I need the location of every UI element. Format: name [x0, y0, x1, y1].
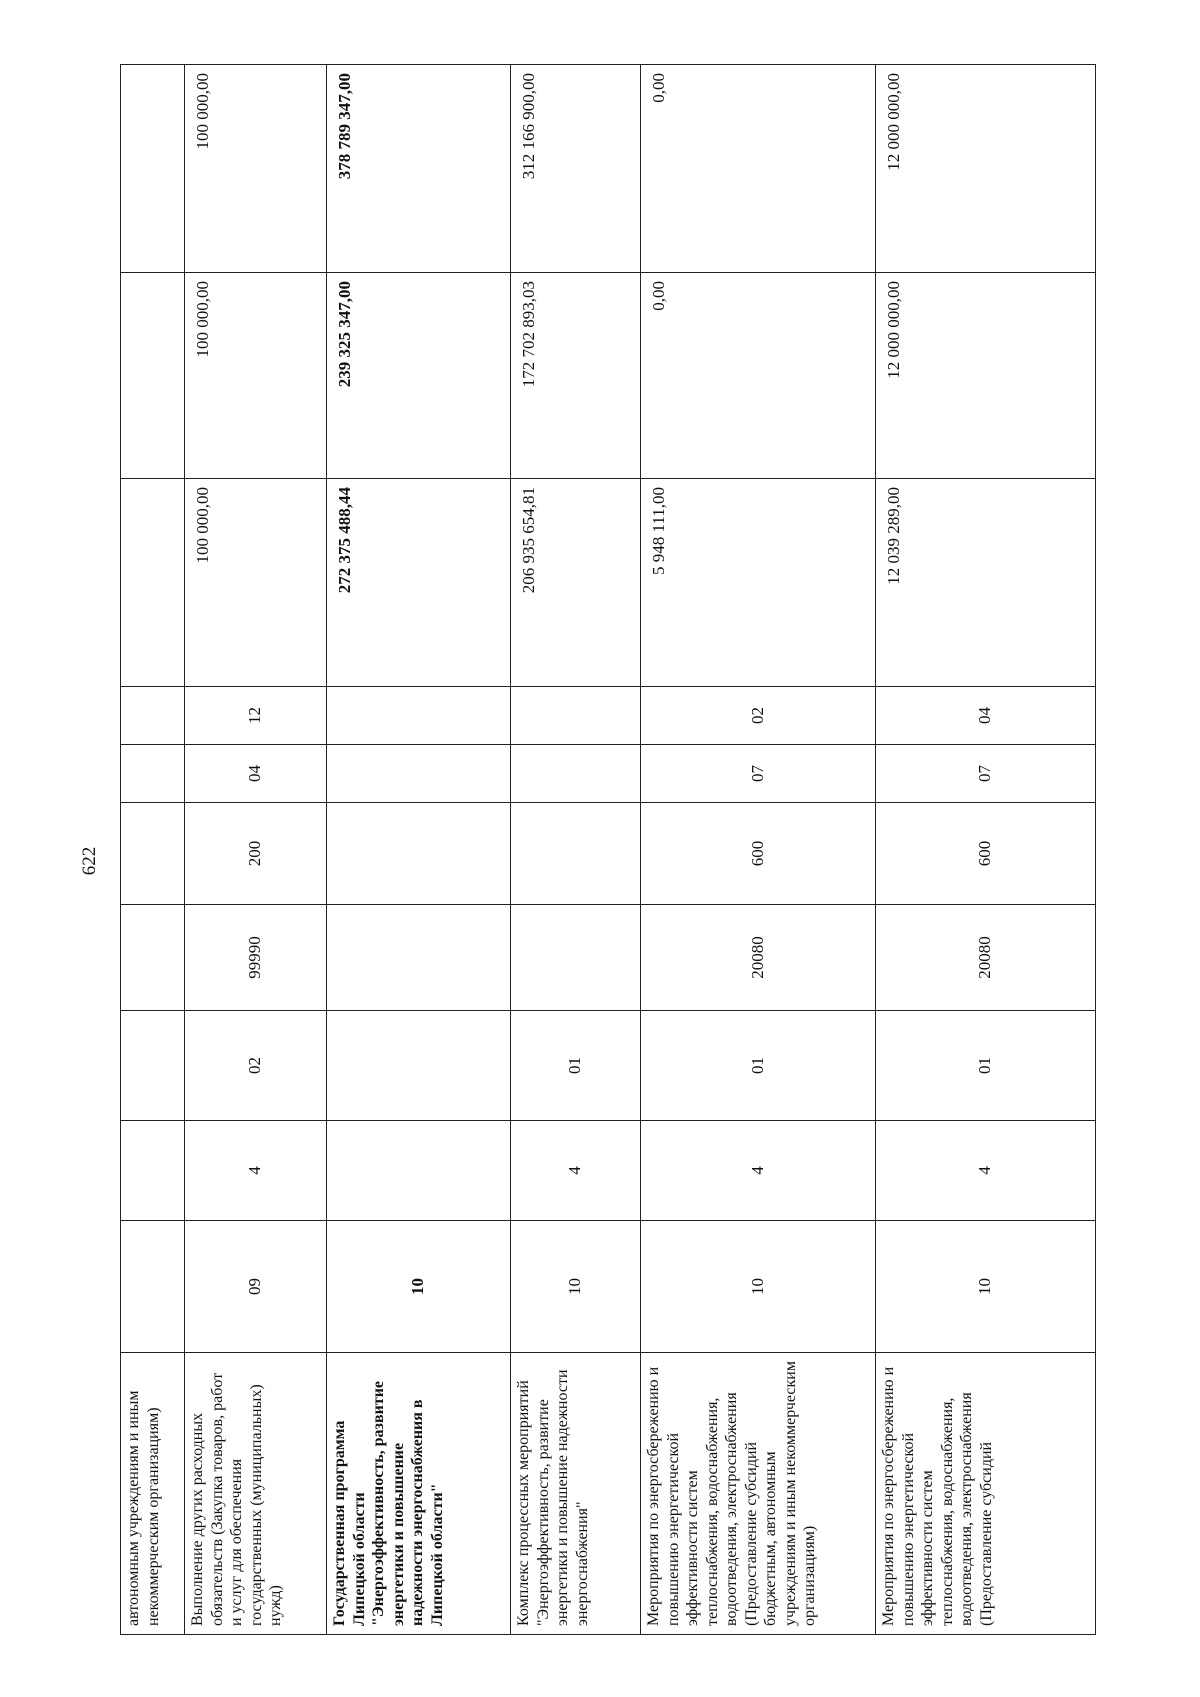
cell-amount-1: 5 948 111,00 [641, 479, 876, 687]
cell-om: 01 [876, 1011, 1096, 1121]
page-number: 622 [79, 846, 100, 876]
cell-pp: 4 [185, 1121, 327, 1221]
cell-om: 02 [185, 1011, 327, 1121]
row-name: автономным учреждениям и иным некоммерческим организациям) [121, 1353, 185, 1635]
cell-rz: 04 [185, 745, 327, 803]
table-row [185, 65, 327, 1635]
row-name: Комплекс процессных мероприятий "Энергоэффективность, развитие энергетики и повышение надежности энергоснабжения" [511, 1353, 641, 1635]
cell-nr [121, 905, 185, 1011]
cell-vr [511, 803, 641, 905]
cell-amount-2: 12 000 000,00 [876, 273, 1096, 479]
cell-amount-1: 206 935 654,81 [511, 479, 641, 687]
cell-amount-2: 239 325 347,00 [327, 273, 511, 479]
cell-rz [511, 745, 641, 803]
cell-prz: 02 [641, 687, 876, 745]
cell-amount-3 [121, 65, 185, 273]
cell-amount-3: 0,00 [641, 65, 876, 273]
cell-amount-1: 272 375 488,44 [327, 479, 511, 687]
cell-vr [327, 803, 511, 905]
cell-pp: 4 [641, 1121, 876, 1221]
cell-gp [121, 1221, 185, 1353]
cell-gp: 10 [511, 1221, 641, 1353]
cell-amount-3: 12 000 000,00 [876, 65, 1096, 273]
cell-nr: 20080 [876, 905, 1096, 1011]
cell-rz [121, 745, 185, 803]
cell-om: 01 [511, 1011, 641, 1121]
cell-rz: 07 [876, 745, 1096, 803]
row-name: Выполнение других расходных обязательств (Закупка товаров, работ и услуг для обеспечения государственных (муниципальных) нужд) [185, 1353, 327, 1635]
cell-amount-3: 312 166 900,00 [511, 65, 641, 273]
cell-gp: 10 [327, 1221, 511, 1353]
cell-nr: 99990 [185, 905, 327, 1011]
row-name: Государственная программа Липецкой области "Энергоэффективность, развитие энергетики и повышение надежности энергоснабжения в Липецкой области" [327, 1353, 511, 1635]
cell-prz: 04 [876, 687, 1096, 745]
cell-gp: 09 [185, 1221, 327, 1353]
cell-vr [121, 803, 185, 905]
rotated-table-wrapper [120, 65, 1095, 1635]
cell-rz [327, 745, 511, 803]
cell-vr: 600 [641, 803, 876, 905]
cell-pp [327, 1121, 511, 1221]
cell-amount-2: 100 000,00 [185, 273, 327, 479]
cell-om [121, 1011, 185, 1121]
cell-amount-2 [121, 273, 185, 479]
cell-pp [121, 1121, 185, 1221]
table-row [327, 65, 511, 1635]
cell-vr: 600 [876, 803, 1096, 905]
row-name: Мероприятия по энергосбережению и повышению энергетической эффективности систем теплоснабжения, водоснабжения, водоотведения, электроснабжения (Предоставление субсидий [876, 1353, 1096, 1635]
cell-prz: 12 [185, 687, 327, 745]
table-row [641, 65, 876, 1635]
cell-nr [327, 905, 511, 1011]
cell-prz [121, 687, 185, 745]
cell-amount-2: 0,00 [641, 273, 876, 479]
cell-amount-1: 100 000,00 [185, 479, 327, 687]
cell-amount-1 [121, 479, 185, 687]
table-row [121, 65, 185, 1635]
cell-prz [511, 687, 641, 745]
budget-table [120, 64, 1096, 1635]
cell-pp: 4 [876, 1121, 1096, 1221]
table-row [876, 65, 1096, 1635]
cell-gp: 10 [641, 1221, 876, 1353]
cell-nr [511, 905, 641, 1011]
cell-amount-2: 172 702 893,03 [511, 273, 641, 479]
cell-amount-1: 12 039 289,00 [876, 479, 1096, 687]
cell-amount-3: 378 789 347,00 [327, 65, 511, 273]
cell-rz: 07 [641, 745, 876, 803]
row-name: Мероприятия по энергосбережению и повышению энергетической эффективности систем теплоснабжения, водоснабжения, водоотведения, электроснабжения (Предоставление субсидий бюджетным, автономным учреждениям и иным некоммерческим организациям) [641, 1353, 876, 1635]
cell-amount-3: 100 000,00 [185, 65, 327, 273]
cell-gp: 10 [876, 1221, 1096, 1353]
cell-om: 01 [641, 1011, 876, 1121]
cell-pp: 4 [511, 1121, 641, 1221]
table-row [511, 65, 641, 1635]
cell-nr: 20080 [641, 905, 876, 1011]
cell-prz [327, 687, 511, 745]
cell-vr: 200 [185, 803, 327, 905]
cell-om [327, 1011, 511, 1121]
